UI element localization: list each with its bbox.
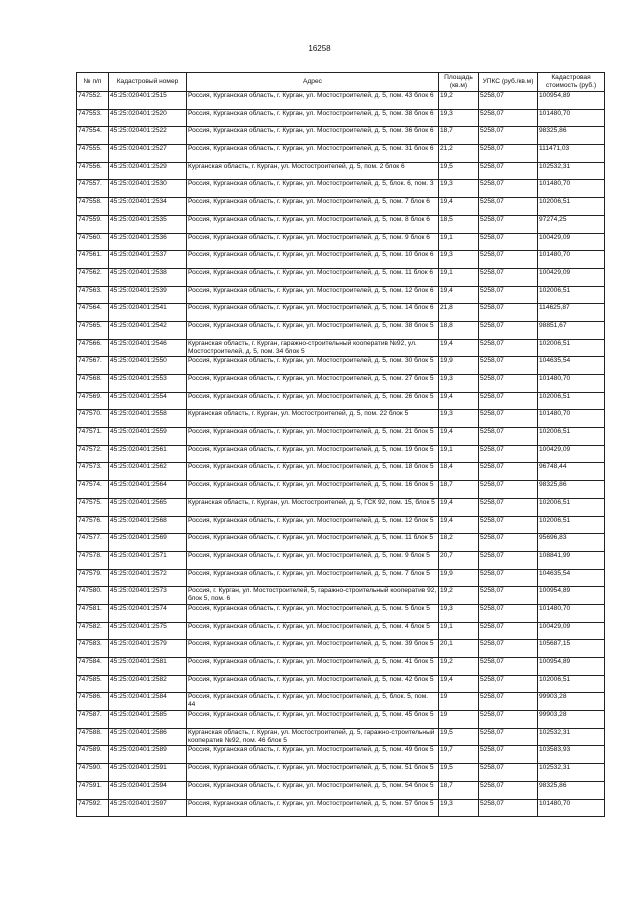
cell-num: 747582. [77, 622, 109, 640]
table-row [77, 321, 605, 339]
cell-num: 747559. [77, 215, 109, 233]
cell-address: Россия, Курганская область, г. Курган, ул. Мостостроителей, д. 5, пом. 5 блок 5 [187, 604, 439, 622]
cell-address: Россия, Курганская область, г. Курган, ул. Мостостроителей, д. 5, пом. 14 блок 6 [187, 304, 439, 322]
cell-area: 18,7 [439, 481, 479, 499]
cell-upks: 5258,07 [479, 268, 538, 286]
table-row [77, 728, 605, 746]
cell-cadastral-cost: 100429,09 [538, 445, 605, 463]
cell-cadastral-number: 45:25:020401:2573 [109, 587, 187, 605]
cell-cadastral-cost: 102532,31 [538, 764, 605, 782]
cell-num: 747562. [77, 268, 109, 286]
cell-upks: 5258,07 [479, 251, 538, 269]
cell-num: 747581. [77, 604, 109, 622]
cell-area: 19,1 [439, 268, 479, 286]
cell-area: 19,4 [439, 428, 479, 446]
table-row [77, 180, 605, 198]
cell-num: 747556. [77, 162, 109, 180]
cell-cadastral-number: 45:25:020401:2554 [109, 392, 187, 410]
cell-cadastral-cost: 101480,70 [538, 410, 605, 428]
cell-upks: 5258,07 [479, 445, 538, 463]
cell-upks: 5258,07 [479, 339, 538, 357]
table-row [77, 463, 605, 481]
cell-address: Курганская область, г. Курган, ул. Мостостроителей, д. 5, гаражно-строительный кооператив №92, пом. 46 блок 5 [187, 728, 439, 746]
cell-cadastral-cost: 114625,87 [538, 304, 605, 322]
cell-cadastral-cost: 104635,54 [538, 569, 605, 587]
cell-area: 18,7 [439, 781, 479, 799]
cell-area: 18,8 [439, 321, 479, 339]
cell-cadastral-cost: 100429,09 [538, 233, 605, 251]
cell-address: Россия, Курганская область, г. Курган, ул. Мостостроителей, д. 5, блок. 5, пом. 44 [187, 693, 439, 711]
table-row [77, 516, 605, 534]
cell-address: Россия, Курганская область, г. Курган, ул. Мостостроителей, д. 5, пом. 9 блок 5 [187, 551, 439, 569]
cell-upks: 5258,07 [479, 481, 538, 499]
cell-cadastral-number: 45:25:020401:2539 [109, 286, 187, 304]
cell-address: Россия, Курганская область, г. Курган, ул. Мостостроителей, д. 5, пом. 36 блок 6 [187, 127, 439, 145]
table-row [77, 587, 605, 605]
cell-upks: 5258,07 [479, 764, 538, 782]
cell-upks: 5258,07 [479, 551, 538, 569]
cell-cadastral-number: 45:25:020401:2522 [109, 127, 187, 145]
cell-cadastral-number: 45:25:020401:2585 [109, 711, 187, 729]
header-address: Адрес [187, 73, 439, 92]
table-row [77, 711, 605, 729]
cell-cadastral-cost: 100954,89 [538, 587, 605, 605]
cell-area: 21,2 [439, 145, 479, 163]
cell-cadastral-cost: 98325,86 [538, 781, 605, 799]
cell-cadastral-cost: 101480,70 [538, 109, 605, 127]
cell-cadastral-number: 45:25:020401:2562 [109, 463, 187, 481]
cell-area: 18,4 [439, 463, 479, 481]
cell-num: 747592. [77, 799, 109, 817]
cell-cadastral-number: 45:25:020401:2568 [109, 516, 187, 534]
table-body [77, 92, 605, 817]
cell-upks: 5258,07 [479, 357, 538, 375]
table-row [77, 604, 605, 622]
header-upks: УПКС (руб./кв.м) [479, 73, 538, 92]
cell-area: 19,3 [439, 180, 479, 198]
cell-address: Россия, Курганская область, г. Курган, ул. Мостостроителей, д. 5, пом. 39 блок 5 [187, 640, 439, 658]
cell-area: 19,3 [439, 410, 479, 428]
cell-cadastral-number: 45:25:020401:2586 [109, 728, 187, 746]
cell-cadastral-number: 45:25:020401:2565 [109, 498, 187, 516]
cell-area: 19,5 [439, 764, 479, 782]
cell-num: 747584. [77, 658, 109, 676]
cell-upks: 5258,07 [479, 640, 538, 658]
cell-num: 747590. [77, 764, 109, 782]
cell-cadastral-number: 45:25:020401:2550 [109, 357, 187, 375]
cell-address: Россия, Курганская область, г. Курган, ул. Мостостроителей, д. 5, пом. 26 блок 5 [187, 392, 439, 410]
cell-cadastral-cost: 102006,51 [538, 516, 605, 534]
table-row [77, 251, 605, 269]
table-row [77, 145, 605, 163]
cell-upks: 5258,07 [479, 92, 538, 110]
cell-cadastral-number: 45:25:020401:2541 [109, 304, 187, 322]
cell-upks: 5258,07 [479, 410, 538, 428]
cell-address: Россия, Курганская область, г. Курган, ул. Мостостроителей, д. 5, пом. 7 блок 5 [187, 569, 439, 587]
cell-cadastral-cost: 98325,86 [538, 127, 605, 145]
cell-cadastral-number: 45:25:020401:2535 [109, 215, 187, 233]
table-row [77, 410, 605, 428]
cell-cadastral-cost: 99903,28 [538, 711, 605, 729]
cell-upks: 5258,07 [479, 109, 538, 127]
cell-upks: 5258,07 [479, 781, 538, 799]
table-row [77, 658, 605, 676]
cell-upks: 5258,07 [479, 799, 538, 817]
table-row [77, 92, 605, 110]
cell-upks: 5258,07 [479, 711, 538, 729]
cell-cadastral-cost: 100429,09 [538, 268, 605, 286]
cell-upks: 5258,07 [479, 375, 538, 393]
cell-cadastral-number: 45:25:020401:2536 [109, 233, 187, 251]
cell-address: Россия, Курганская область, г. Курган, ул. Мостостроителей, д. 5, пом. 31 блок 6 [187, 145, 439, 163]
cell-upks: 5258,07 [479, 162, 538, 180]
table-row [77, 339, 605, 357]
cell-num: 747591. [77, 781, 109, 799]
cell-address: Россия, Курганская область, г. Курган, ул. Мостостроителей, д. 5, пом. 57 блок 5 [187, 799, 439, 817]
cell-cadastral-number: 45:25:020401:2534 [109, 198, 187, 216]
cell-area: 19,4 [439, 339, 479, 357]
cell-num: 747580. [77, 587, 109, 605]
cell-area: 19,3 [439, 799, 479, 817]
cell-area: 19,4 [439, 286, 479, 304]
cell-cadastral-number: 45:25:020401:2553 [109, 375, 187, 393]
cell-upks: 5258,07 [479, 622, 538, 640]
cell-area: 19,2 [439, 92, 479, 110]
header-num: № п/п [77, 73, 109, 92]
table-row [77, 286, 605, 304]
cell-upks: 5258,07 [479, 286, 538, 304]
cell-area: 19 [439, 711, 479, 729]
cell-cadastral-number: 45:25:020401:2527 [109, 145, 187, 163]
table-row [77, 534, 605, 552]
header-area: Площадь (кв.м) [439, 73, 479, 92]
cell-upks: 5258,07 [479, 321, 538, 339]
table-row [77, 764, 605, 782]
table-row [77, 799, 605, 817]
cell-upks: 5258,07 [479, 587, 538, 605]
cell-num: 747575. [77, 498, 109, 516]
cell-num: 747585. [77, 675, 109, 693]
cell-address: Россия, г. Курган, ул. Мостостроителей, 5, гаражно-строительный кооператив 92, блок 5, пом. 6 [187, 587, 439, 605]
cell-area: 19,3 [439, 109, 479, 127]
cell-area: 19,5 [439, 728, 479, 746]
cell-address: Россия, Курганская область, г. Курган, ул. Мостостроителей, д. 5, пом. 8 блок 6 [187, 215, 439, 233]
cell-num: 747564. [77, 304, 109, 322]
cell-address: Россия, Курганская область, г. Курган, ул. Мостостроителей, д. 5, пом. 54 блок 5 [187, 781, 439, 799]
cell-num: 747574. [77, 481, 109, 499]
cell-cadastral-number: 45:25:020401:2579 [109, 640, 187, 658]
cell-upks: 5258,07 [479, 604, 538, 622]
cell-cadastral-cost: 99903,28 [538, 693, 605, 711]
cell-cadastral-number: 45:25:020401:2529 [109, 162, 187, 180]
cell-cadastral-number: 45:25:020401:2558 [109, 410, 187, 428]
cell-address: Россия, Курганская область, г. Курган, ул. Мостостроителей, д. 5, пом. 43 блок 6 [187, 92, 439, 110]
cell-address: Россия, Курганская область, г. Курган, ул. Мостостроителей, д. 5, пом. 12 блок 5 [187, 516, 439, 534]
cell-area: 19,1 [439, 445, 479, 463]
table-row [77, 375, 605, 393]
cell-address: Россия, Курганская область, г. Курган, ул. Мостостроителей, д. 5, пом. 9 блок 6 [187, 233, 439, 251]
cell-address: Россия, Курганская область, г. Курган, ул. Мостостроителей, д. 5, пом. 16 блок 5 [187, 481, 439, 499]
cell-address: Курганская область, г. Курган, ул. Мостостроителей, д. 5, ГСК 92, пом. 15, блок 5 [187, 498, 439, 516]
cell-cadastral-cost: 102006,51 [538, 428, 605, 446]
cell-num: 747587. [77, 711, 109, 729]
cell-address: Россия, Курганская область, г. Курган, ул. Мостостроителей, д. 5, пом. 38 блок 6 [187, 109, 439, 127]
table-row [77, 304, 605, 322]
cell-cadastral-number: 45:25:020401:2538 [109, 268, 187, 286]
cell-num: 747567. [77, 357, 109, 375]
cell-address: Россия, Курганская область, г. Курган, ул. Мостостроителей, д. 5, пом. 12 блок 6 [187, 286, 439, 304]
table-row [77, 357, 605, 375]
cell-cadastral-cost: 102006,51 [538, 286, 605, 304]
cell-upks: 5258,07 [479, 569, 538, 587]
cell-num: 747558. [77, 198, 109, 216]
cell-area: 19,4 [439, 675, 479, 693]
cell-area: 19 [439, 693, 479, 711]
cell-cadastral-number: 45:25:020401:2520 [109, 109, 187, 127]
table-row [77, 640, 605, 658]
cell-cadastral-number: 45:25:020401:2591 [109, 764, 187, 782]
cell-address: Россия, Курганская область, г. Курган, ул. Мостостроителей, д. 5, пом. 49 блок 5 [187, 746, 439, 764]
cell-cadastral-cost: 102532,31 [538, 728, 605, 746]
cell-upks: 5258,07 [479, 693, 538, 711]
cell-upks: 5258,07 [479, 675, 538, 693]
cell-cadastral-number: 45:25:020401:2559 [109, 428, 187, 446]
cell-cadastral-number: 45:25:020401:2537 [109, 251, 187, 269]
cell-area: 19,5 [439, 162, 479, 180]
cell-cadastral-cost: 104635,54 [538, 357, 605, 375]
cell-cadastral-cost: 101480,70 [538, 799, 605, 817]
cell-upks: 5258,07 [479, 198, 538, 216]
cell-cadastral-number: 45:25:020401:2572 [109, 569, 187, 587]
cell-num: 747578. [77, 551, 109, 569]
header-cadastral: Кадастровый номер [109, 73, 187, 92]
cell-num: 747566. [77, 339, 109, 357]
cell-cadastral-cost: 97274,25 [538, 215, 605, 233]
cell-cadastral-number: 45:25:020401:2571 [109, 551, 187, 569]
cell-cadastral-cost: 98851,67 [538, 321, 605, 339]
cell-num: 747571. [77, 428, 109, 446]
cell-upks: 5258,07 [479, 746, 538, 764]
cell-cadastral-cost: 101480,70 [538, 251, 605, 269]
cell-num: 747572. [77, 445, 109, 463]
cell-address: Россия, Курганская область, г. Курган, ул. Мостостроителей, д. 5, пом. 19 блок 5 [187, 445, 439, 463]
cell-cadastral-cost: 101480,70 [538, 375, 605, 393]
table-row [77, 551, 605, 569]
cell-address: Россия, Курганская область, г. Курган, ул. Мостостроителей, д. 5, блок. 6, пом. 3 [187, 180, 439, 198]
table-row [77, 781, 605, 799]
cell-cadastral-number: 45:25:020401:2515 [109, 92, 187, 110]
cell-area: 19,7 [439, 746, 479, 764]
cell-address: Россия, Курганская область, г. Курган, ул. Мостостроителей, д. 5, пом. 27 блок 5 [187, 375, 439, 393]
cell-upks: 5258,07 [479, 304, 538, 322]
cell-num: 747554. [77, 127, 109, 145]
cell-cadastral-cost: 100954,89 [538, 658, 605, 676]
cell-cadastral-cost: 111471,03 [538, 145, 605, 163]
page-number: 16258 [308, 44, 331, 53]
cell-cadastral-cost: 100954,89 [538, 92, 605, 110]
cell-cadastral-number: 45:25:020401:2542 [109, 321, 187, 339]
cell-area: 20,7 [439, 551, 479, 569]
cell-upks: 5258,07 [479, 498, 538, 516]
cell-cadastral-cost: 98325,86 [538, 481, 605, 499]
cell-num: 747563. [77, 286, 109, 304]
cell-area: 21,8 [439, 304, 479, 322]
cell-upks: 5258,07 [479, 428, 538, 446]
cell-cadastral-number: 45:25:020401:2530 [109, 180, 187, 198]
cell-num: 747577. [77, 534, 109, 552]
table-row [77, 233, 605, 251]
cell-area: 20,1 [439, 640, 479, 658]
cell-cadastral-cost: 105687,15 [538, 640, 605, 658]
cell-upks: 5258,07 [479, 516, 538, 534]
cell-address: Россия, Курганская область, г. Курган, ул. Мостостроителей, д. 5, пом. 18 блок 5 [187, 463, 439, 481]
table-row [77, 162, 605, 180]
cell-area: 18,2 [439, 534, 479, 552]
cell-upks: 5258,07 [479, 233, 538, 251]
cell-area: 18,5 [439, 215, 479, 233]
cell-area: 19,1 [439, 233, 479, 251]
cell-upks: 5258,07 [479, 728, 538, 746]
cell-num: 747579. [77, 569, 109, 587]
cell-cadastral-number: 45:25:020401:2594 [109, 781, 187, 799]
cell-cadastral-number: 45:25:020401:2574 [109, 604, 187, 622]
cell-cadastral-cost: 95696,83 [538, 534, 605, 552]
table-row [77, 428, 605, 446]
cell-address: Россия, Курганская область, г. Курган, ул. Мостостроителей, д. 5, пом. 30 блок 5 [187, 357, 439, 375]
cell-area: 19,3 [439, 604, 479, 622]
cell-area: 19,4 [439, 498, 479, 516]
cell-cadastral-number: 45:25:020401:2561 [109, 445, 187, 463]
cell-address: Россия, Курганская область, г. Курган, ул. Мостостроителей, д. 5, пом. 38 блок 5 [187, 321, 439, 339]
table-row [77, 569, 605, 587]
cell-upks: 5258,07 [479, 127, 538, 145]
table-row [77, 445, 605, 463]
cell-num: 747553. [77, 109, 109, 127]
cell-upks: 5258,07 [479, 145, 538, 163]
cell-num: 747586. [77, 693, 109, 711]
table-row [77, 481, 605, 499]
cell-cadastral-cost: 96748,44 [538, 463, 605, 481]
cell-num: 747570. [77, 410, 109, 428]
table-row [77, 746, 605, 764]
cell-address: Россия, Курганская область, г. Курган, ул. Мостостроителей, д. 5, пом. 51 блок 5 [187, 764, 439, 782]
cell-cadastral-number: 45:25:020401:2575 [109, 622, 187, 640]
cell-address: Курганская область, г. Курган, ул. Мостостроителей, д. 5, пом. 22 блок 5 [187, 410, 439, 428]
cell-num: 747569. [77, 392, 109, 410]
cell-area: 18,7 [439, 127, 479, 145]
cell-num: 747561. [77, 251, 109, 269]
cell-upks: 5258,07 [479, 463, 538, 481]
cell-num: 747560. [77, 233, 109, 251]
cell-area: 19,9 [439, 357, 479, 375]
table-row [77, 215, 605, 233]
cell-num: 747589. [77, 746, 109, 764]
cell-cadastral-cost: 102006,51 [538, 675, 605, 693]
table-row [77, 392, 605, 410]
cell-cadastral-cost: 102006,51 [538, 339, 605, 357]
cell-address: Россия, Курганская область, г. Курган, ул. Мостостроителей, д. 5, пом. 11 блок 5 [187, 534, 439, 552]
cell-address: Курганская область, г. Курган, гаражно-строительный кооператив №92, ул. Мостостроителей, д. 5, пом. 34 блок 5 [187, 339, 439, 357]
cell-upks: 5258,07 [479, 392, 538, 410]
cell-area: 19,2 [439, 658, 479, 676]
cell-cadastral-cost: 102006,51 [538, 198, 605, 216]
cell-cadastral-number: 45:25:020401:2546 [109, 339, 187, 357]
cell-cadastral-cost: 102006,51 [538, 392, 605, 410]
cell-upks: 5258,07 [479, 180, 538, 198]
cell-num: 747557. [77, 180, 109, 198]
cell-address: Россия, Курганская область, г. Курган, ул. Мостостроителей, д. 5, пом. 41 блок 5 [187, 658, 439, 676]
cell-cadastral-number: 45:25:020401:2589 [109, 746, 187, 764]
cell-address: Россия, Курганская область, г. Курган, ул. Мостостроителей, д. 5, пом. 4 блок 5 [187, 622, 439, 640]
cell-cadastral-number: 45:25:020401:2564 [109, 481, 187, 499]
cell-num: 747573. [77, 463, 109, 481]
cell-address: Россия, Курганская область, г. Курган, ул. Мостостроителей, д. 5, пом. 45 блок 5 [187, 711, 439, 729]
cell-num: 747583. [77, 640, 109, 658]
cell-area: 19,4 [439, 198, 479, 216]
table-row [77, 268, 605, 286]
cell-upks: 5258,07 [479, 215, 538, 233]
cell-area: 19,3 [439, 251, 479, 269]
cell-upks: 5258,07 [479, 658, 538, 676]
cell-cadastral-number: 45:25:020401:2582 [109, 675, 187, 693]
cell-address: Россия, Курганская область, г. Курган, ул. Мостостроителей, д. 5, пом. 42 блок 5 [187, 675, 439, 693]
cell-area: 19,9 [439, 569, 479, 587]
table-header-row [77, 73, 605, 92]
cell-cadastral-cost: 101480,70 [538, 604, 605, 622]
cell-cadastral-number: 45:25:020401:2569 [109, 534, 187, 552]
table-row [77, 693, 605, 711]
cell-cadastral-number: 45:25:020401:2584 [109, 693, 187, 711]
table-row [77, 498, 605, 516]
cell-area: 19,4 [439, 516, 479, 534]
table-row [77, 109, 605, 127]
cell-cadastral-number: 45:25:020401:2581 [109, 658, 187, 676]
cell-area: 19,1 [439, 622, 479, 640]
cell-area: 19,3 [439, 375, 479, 393]
cell-cadastral-cost: 108841,99 [538, 551, 605, 569]
cell-cadastral-cost: 101480,70 [538, 180, 605, 198]
cell-address: Россия, Курганская область, г. Курган, ул. Мостостроителей, д. 5, пом. 10 блок 6 [187, 251, 439, 269]
cell-num: 747565. [77, 321, 109, 339]
cell-cadastral-cost: 102532,31 [538, 162, 605, 180]
cell-num: 747588. [77, 728, 109, 746]
cell-address: Россия, Курганская область, г. Курган, ул. Мостостроителей, д. 5, пом. 7 блок 6 [187, 198, 439, 216]
cell-cadastral-cost: 103583,93 [538, 746, 605, 764]
cell-num: 747552. [77, 92, 109, 110]
cell-cadastral-number: 45:25:020401:2597 [109, 799, 187, 817]
header-cost: Кадастровая стоимость (руб.) [538, 73, 605, 92]
cell-address: Курганская область, г. Курган, ул. Мостостроителей, д. 5, пом. 2 блок 6 [187, 162, 439, 180]
table-row [77, 198, 605, 216]
table-row [77, 622, 605, 640]
cell-num: 747555. [77, 145, 109, 163]
cell-area: 19,2 [439, 587, 479, 605]
cell-upks: 5258,07 [479, 534, 538, 552]
cell-num: 747568. [77, 375, 109, 393]
table-row [77, 675, 605, 693]
table-row [77, 127, 605, 145]
cell-address: Россия, Курганская область, г. Курган, ул. Мостостроителей, д. 5, пом. 11 блок 6 [187, 268, 439, 286]
cadastral-table [76, 72, 605, 817]
cell-num: 747576. [77, 516, 109, 534]
cell-cadastral-cost: 100429,09 [538, 622, 605, 640]
cell-cadastral-cost: 102006,51 [538, 498, 605, 516]
cell-address: Россия, Курганская область, г. Курган, ул. Мостостроителей, д. 5, пом. 21 блок 5 [187, 428, 439, 446]
cell-area: 19,4 [439, 392, 479, 410]
